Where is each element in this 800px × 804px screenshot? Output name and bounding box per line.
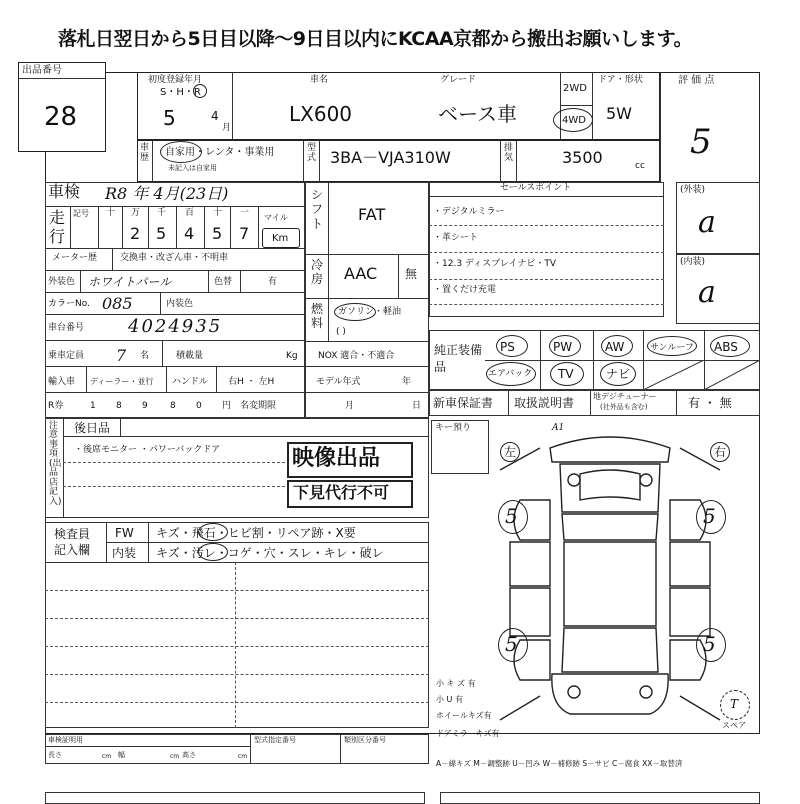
capacity-label: 乗車定員 (48, 351, 85, 361)
unit-mile: マイル (264, 213, 288, 222)
sales-point: ・革シート (433, 233, 479, 243)
mileage-digit: 7 (239, 224, 250, 243)
notes-label: 注意事項(出品店記入) (49, 421, 62, 507)
equip-sunroof: サンルーフ (650, 343, 694, 353)
exterior-color: ホワイトパール (88, 275, 172, 289)
checker-fw-items: キズ・飛石・ヒビ割・リペア跡・X要 (156, 526, 356, 540)
color-no: 085 (102, 294, 133, 313)
equip-airbag-circle (486, 362, 536, 386)
reg-year: 5 (163, 106, 176, 130)
mileage-label: 走行 (49, 208, 66, 247)
recycle-digit: 8 (170, 401, 176, 411)
warranty: 新車保証書 (433, 396, 494, 410)
panel-grade: 5 (703, 504, 716, 528)
color-change-label: 色替 (214, 277, 233, 287)
pickup-notice: 落札日翌日から5日目以降〜9日目以内にKCAA京都から搬出お願いします。 (58, 28, 693, 50)
reg-month-unit: 月 (222, 123, 232, 133)
digit-unit: 十 (106, 208, 116, 218)
drive-2wd: 2WD (563, 83, 587, 94)
handle-options: 右H ・ 左H (228, 377, 275, 387)
sales-point: ・12.3 ディスプレイナビ・TV (433, 259, 557, 269)
mileage-digit: 4 (184, 224, 195, 243)
recycle-digit: 8 (116, 401, 122, 411)
checker-int: 内装 (112, 546, 137, 560)
mileage-digit: 5 (212, 224, 223, 243)
first-reg-label: 初度登録年月 (148, 75, 203, 85)
grade: ベース車 (438, 102, 517, 126)
chassis-label: 車台番号 (48, 323, 85, 333)
digit-unit: 万 (131, 208, 141, 218)
equip-sunroof-circle (647, 336, 697, 356)
capacity-value: 7 (116, 346, 127, 365)
grade-label: グレード (440, 75, 477, 85)
width-label: 幅 (118, 751, 125, 759)
load-unit: Kg (286, 351, 298, 361)
interior-grade-label: (内装) (680, 257, 706, 267)
bottom-table-right (440, 792, 760, 804)
equip-ps-circle (496, 335, 528, 357)
model-year-unit: 年 (402, 377, 412, 387)
right-side-label: 右 (714, 445, 727, 459)
spare-label: スペア (722, 721, 746, 730)
checker-label: 検査員記入欄 (54, 527, 91, 557)
panel-grade: 5 (505, 632, 518, 656)
meter-history-label: メーター歴 (52, 253, 98, 263)
exterior-grade-label: (外装) (680, 185, 706, 195)
model-year-label: モデル年式 (316, 377, 361, 387)
digit-unit: 千 (157, 208, 167, 218)
panel-grade: 5 (505, 504, 518, 528)
equip-pw: PW (553, 340, 573, 354)
score-label: 評 価 点 (678, 75, 715, 86)
left-side-label: 左 (504, 445, 517, 459)
import-label: 輸入車 (48, 377, 76, 387)
equip-abs: ABS (714, 340, 738, 354)
equip-tv: TV (558, 367, 574, 381)
mileage-symbol-label: 記号 (73, 209, 89, 218)
name-change-month: 月 (345, 401, 355, 411)
recycle-digit: 0 (196, 401, 202, 411)
exterior-grade: a (698, 205, 716, 240)
no-proxy-stamp-text: 下見代行不可 (293, 483, 390, 502)
displacement-unit: cc (635, 161, 645, 171)
history-label: 車歴 (140, 143, 150, 163)
door-type: 5W (606, 104, 632, 123)
stone-chip-circle (198, 523, 228, 541)
name-change-label: 名変期限 (240, 401, 277, 411)
nox: NOX 適合・不適合 (318, 351, 395, 361)
legend-mirror: ドアミラーキズ有 (436, 729, 500, 738)
model-label: 型式 (307, 143, 317, 163)
length-label: 長さ (48, 751, 62, 759)
stain-circle (198, 543, 228, 561)
inspection-label: 車検 (48, 182, 81, 201)
legend-small-dent: 小 U 有 (436, 695, 463, 704)
legend-small-scratch: 小 キ ズ 有 (436, 679, 476, 688)
recycle-label: R券 (48, 401, 64, 411)
era-options: S・H・R (160, 87, 201, 98)
fuel-label: 燃料 (311, 302, 324, 331)
height-label: 高さ (182, 751, 196, 759)
usage-note: 未記入は自家用 (168, 164, 217, 172)
type-no-label: 型式指定番号 (254, 736, 296, 744)
equip-abs-circle (710, 335, 750, 357)
unit-km: Km (272, 233, 289, 244)
color-no-label: カラーNo. (48, 299, 90, 309)
fuel-gasoline-circle (334, 303, 376, 321)
tuner: 地デジチューナー (593, 392, 657, 401)
drive-4wd: 4WD (562, 115, 586, 126)
interior-grade: a (698, 275, 716, 310)
equip-navi: ナビ (606, 367, 631, 381)
recycle-digit: 1 (90, 401, 96, 411)
sales-point: ・置くだけ充電 (433, 285, 497, 295)
sales-point: ・デジタルミラー (433, 207, 505, 217)
name-change-day: 日 (412, 401, 422, 411)
meter-history-options: 交換車・改ざん車・不明車 (120, 253, 229, 263)
sales-points-box (429, 182, 664, 317)
panel-grade: 5 (703, 632, 716, 656)
era-circle (193, 84, 207, 98)
load-label: 積載量 (176, 351, 204, 361)
equip-aw-circle (601, 335, 633, 357)
digit-unit: 百 (185, 208, 195, 218)
import-options: ディーラー・並行 (90, 377, 154, 386)
sales-points-title: セールスポイント (500, 183, 572, 193)
fuel-options: ガソリン・軽油 (338, 307, 402, 317)
displacement: 3500 (562, 148, 603, 167)
equipment-label: 純正装備品 (434, 343, 483, 374)
equip-empty-slash (643, 360, 760, 390)
recycle-unit: 円 (222, 401, 232, 411)
equip-navi-circle (600, 362, 636, 386)
displacement-label: 排気 (504, 143, 514, 163)
shift-value: FAT (358, 205, 386, 224)
km-circle (262, 228, 300, 248)
mileage-digit: 5 (156, 224, 167, 243)
legend-wheel: ホイールキズ有 (436, 711, 492, 720)
overall-score: 5 (690, 122, 712, 162)
digit-unit: 十 (213, 208, 223, 218)
lot-number: 28 (44, 102, 78, 132)
damage-codes: A－線キズ M－調整跡 U－凹み W－補修跡 S－サビ C－腐食 XX－取替済 (436, 759, 683, 768)
length-unit: cm (102, 753, 112, 760)
usage-options: 自家用・レンタ・事業用 (165, 147, 275, 158)
car-diagram (490, 430, 730, 730)
door-label: ドア・形状 (598, 75, 643, 85)
color-change-value: 有 (268, 277, 278, 287)
notes-line1: 後日品 (74, 421, 111, 435)
car-name: LX600 (289, 102, 353, 126)
equip-pw-circle (549, 335, 581, 357)
inspection-expiry: R8 年 4月(23日) (105, 184, 229, 203)
drive-4wd-circle (553, 108, 593, 132)
manual: 取扱説明書 (514, 396, 575, 410)
interior-color-label: 内装色 (166, 299, 194, 309)
category-label: 類別区分番号 (344, 736, 386, 744)
private-use-circle (160, 141, 202, 163)
capacity-unit: 名 (140, 351, 150, 361)
digit-unit: 一 (240, 208, 250, 218)
fuel-paren: ( ) (336, 327, 346, 337)
key-label: キー預り (435, 423, 472, 433)
spare-mark: T (730, 697, 739, 711)
cert-label: 車検証明用 (48, 736, 83, 744)
notes-line2: ・後席モニター ・パワーバックドア (74, 445, 221, 455)
checker-fw: FW (115, 526, 134, 540)
tuner-note: (社外品も含む) (600, 403, 648, 411)
equip-airbag: エアバック (488, 369, 533, 379)
reg-month: 4 (211, 109, 219, 123)
shift-label: シフト (311, 188, 324, 231)
docs-options: 有 ・ 無 (688, 396, 732, 410)
checker-int-items: キズ・汚レ・コゲ・穴・スレ・キレ・破レ (156, 546, 384, 560)
handle-label: ハンドル (172, 377, 209, 387)
height-unit: cm (238, 753, 248, 760)
equip-ps: PS (500, 340, 515, 354)
equip-aw: AW (605, 340, 625, 354)
recycle-digit: 9 (142, 401, 148, 411)
width-unit: cm (170, 753, 180, 760)
video-stamp-text: 映像出品 (292, 446, 381, 471)
lot-label: 出品番号 (22, 65, 62, 76)
car-name-label: 車名 (310, 75, 329, 85)
ac-value: AAC (344, 264, 378, 283)
equip-tv-circle (550, 362, 584, 386)
mileage-digit: 2 (130, 224, 141, 243)
ac-none: 無 (405, 267, 418, 281)
bottom-table-left (45, 792, 425, 804)
exterior-color-label: 外装色 (48, 277, 76, 287)
front-mark: A1 (552, 423, 565, 433)
chassis-number: 4024935 (128, 316, 223, 337)
ac-label: 冷房 (311, 258, 324, 287)
model-code: 3BA－VJA310W (330, 148, 451, 167)
